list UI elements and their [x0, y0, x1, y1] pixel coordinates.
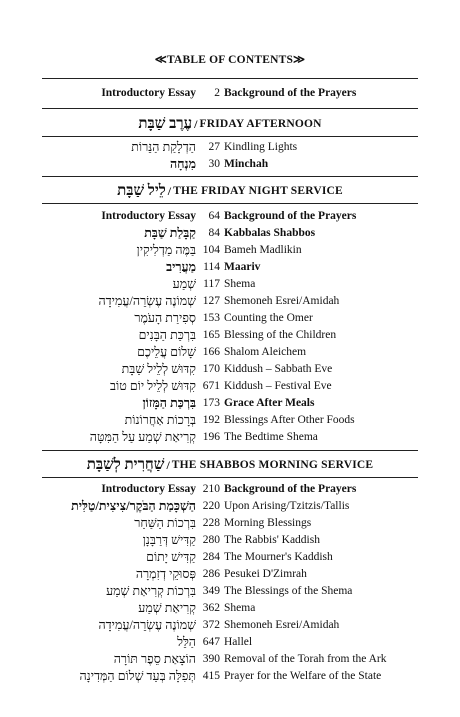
divider — [42, 450, 418, 451]
entry-title: Bameh Madlikin — [224, 244, 302, 256]
toc-entry[interactable] — [0, 276, 460, 293]
toc-entry[interactable] — [0, 634, 460, 651]
entry-page-number: 196 — [202, 431, 220, 443]
entry-title: Background of the Prayers — [224, 210, 357, 222]
toc-entry[interactable] — [0, 293, 460, 310]
entry-hebrew: מִנְחָה — [169, 157, 196, 171]
entry-page-number: 170 — [202, 363, 220, 375]
section-separator: / — [167, 183, 172, 198]
toc-entry[interactable] — [0, 481, 460, 498]
entry-hebrew: הוֹצָאַת סֵפֶר תּוֹרָה — [113, 652, 196, 666]
section-separator: / — [166, 457, 170, 472]
entry-title: Prayer for the Welfare of the State — [224, 670, 382, 682]
section-hebrew-title: שַׁחֲרִית לְשַׁבָּת — [86, 456, 165, 473]
entry-title: The Blessings of the Shema — [224, 585, 353, 597]
entry-page-number: 166 — [202, 346, 220, 358]
entry-hebrew: תְּפִלָּה בְּעַד שְׁלוֹם הַמְּדִינָה — [79, 669, 196, 683]
entry-title: Morning Blessings — [224, 517, 312, 529]
entry-title: Kindling Lights — [224, 141, 298, 153]
entry-title: Upon Arising/Tzitzis/Tallis — [224, 500, 350, 512]
entry-page-number: 415 — [202, 670, 220, 682]
section-heading-friday-night — [42, 181, 418, 201]
section-heading-friday-afternoon — [42, 114, 418, 134]
entry-title: Shema — [224, 278, 256, 290]
entry-title: The Mourner's Kaddish — [224, 551, 333, 563]
entry-hebrew: הַשְׁכָּמַת הַבֹּקֶר/צִיצִית/טַלִּית — [71, 499, 196, 513]
entry-title: Pesukei D'Zimrah — [224, 568, 307, 580]
toc-entry[interactable] — [0, 361, 460, 378]
toc-entry[interactable] — [0, 378, 460, 395]
entry-title: Maariv — [224, 261, 261, 273]
entry-page-number: 127 — [202, 295, 220, 307]
entry-hebrew: קִדּוּשׁ לְלֵיל שַׁבָּת — [121, 362, 196, 376]
entry-title: Shemoneh Esrei/Amidah — [224, 619, 340, 631]
entry-hebrew: שְׁמוֹנֶה עֶשְׂרֵה/עֲמִידָה — [98, 618, 196, 632]
section-heading-shabbos-morning — [42, 455, 418, 475]
divider — [42, 176, 418, 177]
entry-page-number: 153 — [202, 312, 220, 324]
toc-entry[interactable] — [0, 395, 460, 412]
entry-hebrew: קַדִּישׁ יָתוֹם — [146, 550, 196, 564]
entry-page-number: 30 — [208, 158, 220, 170]
entry-hebrew: בִּרְכַּת הַמָּזוֹן — [142, 396, 196, 410]
toc-entry[interactable] — [0, 651, 460, 668]
section-separator: / — [194, 116, 198, 131]
toc-entry[interactable] — [0, 259, 460, 276]
entry-hebrew: בִּרְכוֹת הַשַּׁחַר — [134, 516, 196, 530]
toc-entry[interactable] — [0, 532, 460, 549]
toc-entry[interactable] — [0, 617, 460, 634]
toc-entry[interactable] — [0, 668, 460, 685]
divider — [42, 136, 418, 137]
toc-entry[interactable] — [0, 583, 460, 600]
divider — [42, 108, 418, 109]
entry-hebrew: סְפִירַת הָעֹמֶר — [134, 311, 196, 325]
entry-page-number: 64 — [208, 210, 220, 222]
entry-page-number: 671 — [202, 380, 220, 392]
entry-title: Kiddush – Festival Eve — [224, 380, 332, 392]
toc-entry[interactable] — [0, 600, 460, 617]
toc-entry[interactable] — [0, 549, 460, 566]
entry-hebrew: הַדְלָקַת הַנֵּרוֹת — [131, 140, 196, 154]
entry-page-number: 284 — [202, 551, 220, 563]
toc-entry[interactable] — [0, 156, 460, 173]
entry-page-number: 372 — [202, 619, 220, 631]
entry-title: Shalom Aleichem — [224, 346, 307, 358]
entry-hebrew: בַּמֶּה מַדְלִיקִין — [136, 243, 196, 257]
entry-page-number: 114 — [203, 261, 220, 273]
entry-page-number: 173 — [202, 397, 220, 409]
entry-title: Grace After Meals — [224, 397, 315, 409]
entry-title: Counting the Omer — [224, 312, 313, 324]
section-english-title: THE FRIDAY NIGHT SERVICE — [173, 185, 343, 197]
entry-hebrew: קַבָּלַת שַׁבָּת — [144, 226, 196, 240]
toc-entry[interactable] — [0, 327, 460, 344]
section-english-title: FRIDAY AFTERNOON — [199, 118, 322, 130]
entry-title: Blessings After Other Foods — [224, 414, 355, 426]
section-hebrew-title: עֶרֶב שַׁבָּת — [138, 115, 193, 132]
entry-page-number: 362 — [202, 602, 220, 614]
entry-title: Background of the Prayers — [224, 87, 357, 99]
entry-page-number: 117 — [203, 278, 220, 290]
toc-entry[interactable] — [0, 242, 460, 259]
toc-entry[interactable] — [0, 310, 460, 327]
entry-page-number: 104 — [202, 244, 220, 256]
entry-title: The Bedtime Shema — [224, 431, 318, 443]
entry-hebrew: קְרִיאַת שְׁמַע עַל הַמִּטָּה — [89, 430, 196, 444]
divider — [42, 203, 418, 204]
entry-left-label: Introductory Essay — [101, 210, 196, 222]
entry-title: Shemoneh Esrei/Amidah — [224, 295, 340, 307]
entry-title: Kiddush – Sabbath Eve — [224, 363, 333, 375]
toc-entry[interactable] — [0, 208, 460, 225]
entry-page-number: 2 — [214, 87, 220, 99]
entry-title: Shema — [224, 602, 256, 614]
entry-hebrew: בְּרָכוֹת אַחֲרוֹנוֹת — [124, 413, 196, 427]
entry-title: Background of the Prayers — [224, 483, 357, 495]
entry-page-number: 349 — [202, 585, 220, 597]
toc-entry[interactable] — [0, 139, 460, 156]
entry-left-label: Introductory Essay — [101, 483, 196, 495]
entry-page-number: 210 — [202, 483, 220, 495]
entry-page-number: 390 — [202, 653, 220, 665]
entry-hebrew: פְּסוּקֵי דְזִמְרָה — [135, 567, 196, 581]
entry-hebrew: בִּרְכַּת הַבָּנִים — [138, 328, 196, 342]
toc-entry-intro[interactable] — [0, 85, 460, 102]
toc-entry[interactable] — [0, 498, 460, 515]
entry-page-number: 27 — [208, 141, 220, 153]
toc-entry[interactable] — [0, 515, 460, 532]
toc-entry[interactable] — [0, 344, 460, 361]
divider — [42, 477, 418, 478]
toc-entry[interactable] — [0, 412, 460, 429]
entry-title: Minchah — [224, 158, 269, 170]
entry-hebrew: קַדִּישׁ דְּרַבָּנָן — [142, 533, 196, 547]
entry-title: Blessing of the Children — [224, 329, 337, 341]
entry-page-number: 165 — [202, 329, 220, 341]
entry-hebrew: הַלֵּל — [177, 635, 196, 649]
section-hebrew-title: לֵיל שַׁבָּת — [117, 182, 166, 199]
entry-page-number: 280 — [202, 534, 220, 546]
section-english-title: THE SHABBOS MORNING SERVICE — [171, 459, 374, 471]
entry-hebrew: שְׁמוֹנֶה עֶשְׂרֵה/עֲמִידָה — [98, 294, 196, 308]
entry-hebrew: בִּרְכוֹת קְרִיאַת שְׁמַע — [106, 584, 196, 598]
entry-page-number: 192 — [202, 414, 220, 426]
entry-page-number: 220 — [202, 500, 220, 512]
entry-hebrew: מַעֲרִיב — [166, 260, 196, 274]
toc-entry[interactable] — [0, 429, 460, 446]
entry-left-label: Introductory Essay — [101, 87, 196, 99]
entry-hebrew: שָׁלוֹם עֲלֵיכֶם — [137, 345, 196, 359]
entry-title: Hallel — [224, 636, 253, 648]
toc-entry[interactable] — [0, 225, 460, 242]
entry-page-number: 84 — [208, 227, 220, 239]
page-title: ≪TABLE OF CONTENTS≫ — [154, 54, 306, 66]
entry-title: Removal of the Torah from the Ark — [224, 653, 387, 665]
entry-page-number: 647 — [202, 636, 220, 648]
divider — [42, 78, 418, 79]
entry-title: Kabbalas Shabbos — [224, 227, 316, 239]
entry-hebrew: קִדּוּשׁ לְלֵיל יוֹם טוֹב — [110, 379, 196, 393]
entry-hebrew: שְׁמַע — [172, 277, 196, 291]
entry-page-number: 286 — [202, 568, 220, 580]
toc-entry[interactable] — [0, 566, 460, 583]
entry-page-number: 228 — [202, 517, 220, 529]
entry-title: The Rabbis' Kaddish — [224, 534, 320, 546]
entry-hebrew: קְרִיאַת שְׁמַע — [138, 601, 196, 615]
